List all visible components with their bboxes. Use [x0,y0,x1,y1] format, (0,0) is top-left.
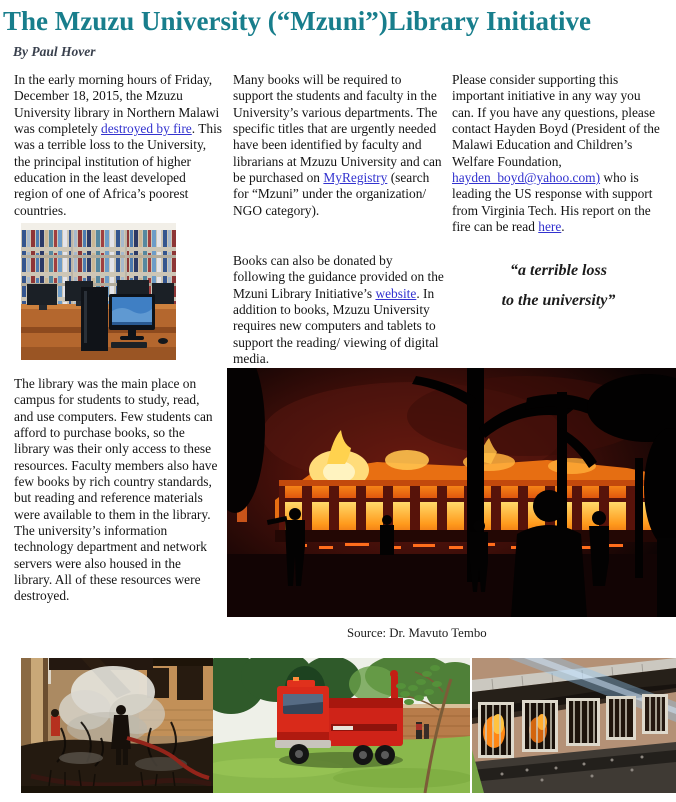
text-run: . In addition to books, Mzuzu University requires new computers and tablets to support the reading/ viewing of digital media. [233,285,439,367]
byline: By Paul Hover [13,44,96,59]
hyperlink[interactable]: here [538,219,562,235]
text-run: In the early morning hours of Friday, December 18, 2015, the Mzuzu University library in Northern Malawi was completely [14,72,220,137]
burned-interior-photo [21,658,213,793]
hyperlink[interactable]: hayden_boyd@yahoo.com) [452,170,601,186]
paragraph-books-needed [233,72,444,219]
library-photo [21,223,176,360]
paragraph-library-role: The library was the main place on campus for students to study, read, and use computers. Few students can afford to purchase books, so the library was their only access to these resources. Faculty members also have few books by rich country standards, but reading and reference materials were available to them in the library. The university’s information technology department and network servers were also housed in the library. All of these resources were destroyed. [14,376,218,604]
hyperlink[interactable]: MyRegistry [323,170,388,186]
text-run: . This was a terrible loss to the University, the principal institution of higher education in the least developed region of one of Africa’s poorest countries. [14,121,223,218]
fire-truck-illustration [213,658,470,793]
burned-exterior-photo [472,658,676,793]
text-run: (search for “Mzuni” under the organization/ NGO category). [233,170,430,218]
text-run: Please consider supporting this important initiative in any way you can. If you have any questions, please contact Hayden Boyd (President of the Malawi Education and Children’s Welfare Foundation, [452,72,660,169]
text-run: Books can also be donated by following the guidance provided on the Mzuni Library Initiative’s [233,253,444,301]
night-fire-photo [227,368,676,617]
night-fire-illustration [227,368,676,617]
burned-exterior-illustration [472,658,676,793]
hyperlink[interactable]: website [375,285,417,301]
text-run: . [561,219,565,235]
pull-quote-line2: to the university” [501,292,616,309]
paragraph-intro [14,72,222,219]
pull-quote [452,256,665,316]
text-run: who is leading the US response with support from Virginia Tech. His report on the fire can be read [452,170,653,235]
paragraph-donations [233,253,444,367]
burned-interior-illustration [21,658,213,793]
page-title: The Mzuzu University (“Mzuni”)Library Initiative [3,6,591,36]
fire-truck-photo [213,658,470,793]
library-photo-illustration [21,223,176,360]
photo-caption: Source: Dr. Mavuto Tembo [347,626,487,640]
text-run: Many books will be required to support the students and faculty in the University’s various departments. The specific titles that are urgently needed have been identified by faculty and librarians at Mzuzu University and can be purchased on [233,72,442,186]
pull-quote-line1: “a terrible loss [510,262,607,279]
hyperlink[interactable]: destroyed by fire [101,121,192,137]
paragraph-support [452,72,665,235]
